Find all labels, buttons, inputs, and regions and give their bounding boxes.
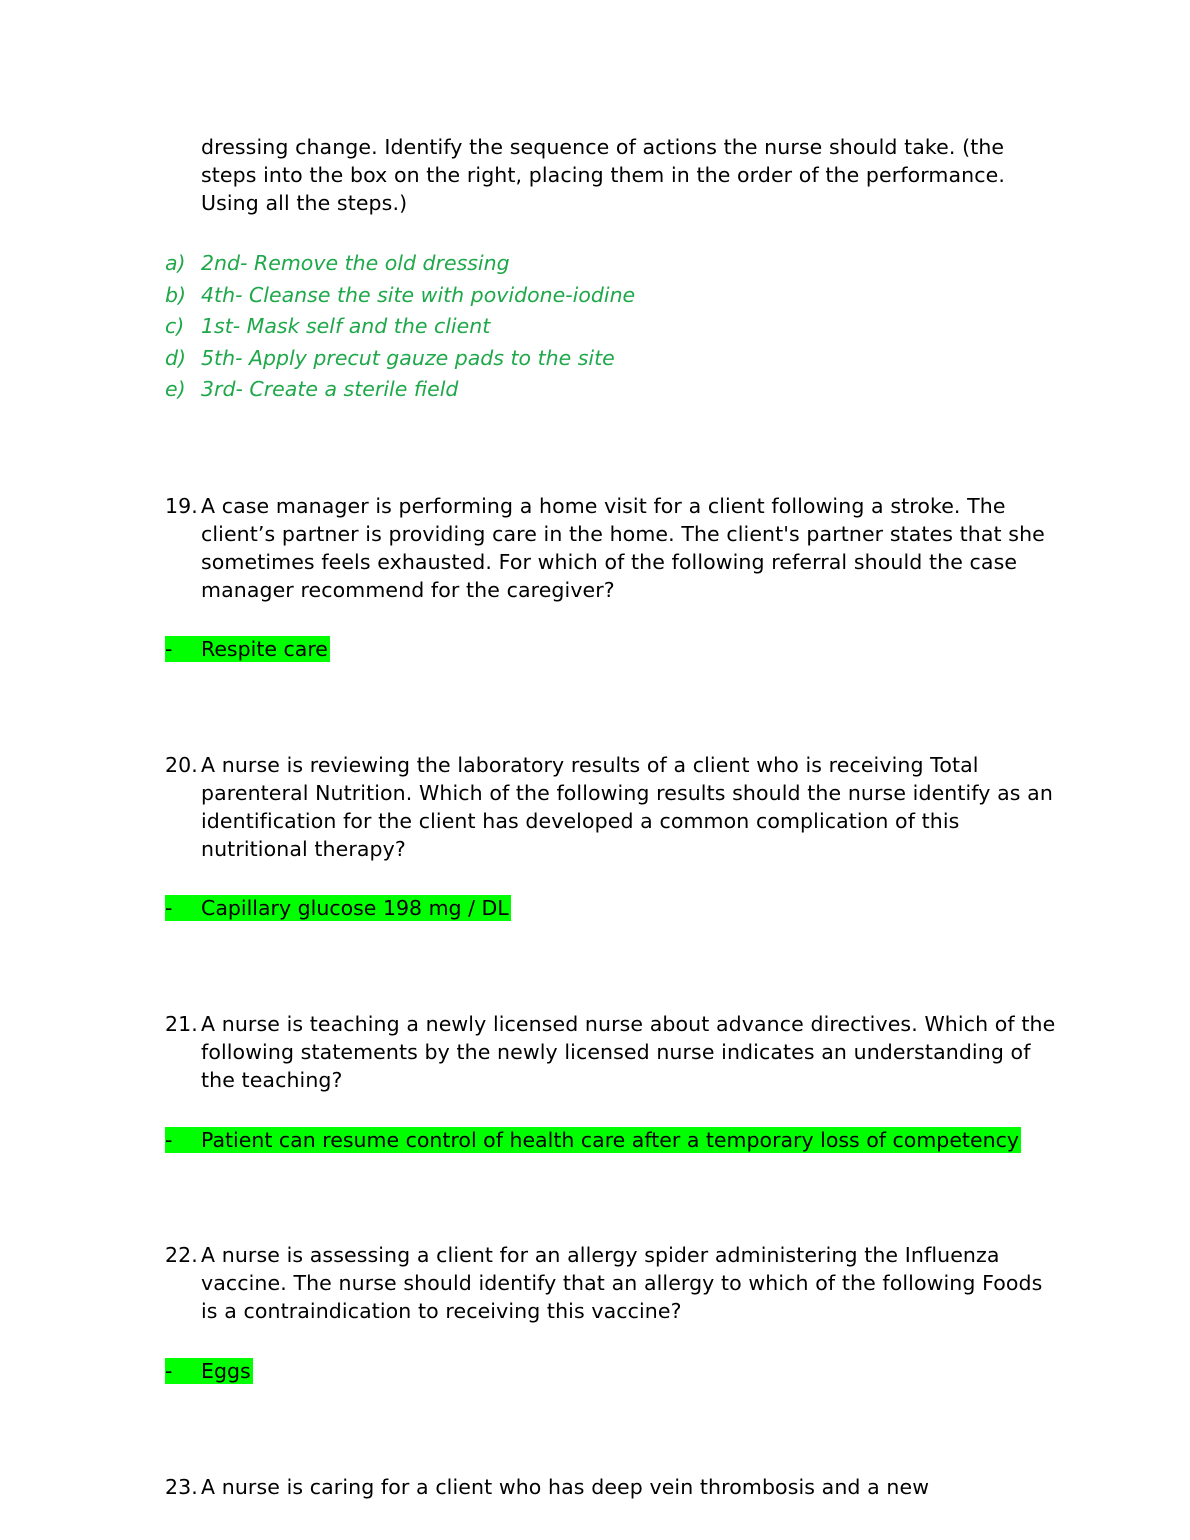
answer-highlight (165, 1127, 1021, 1153)
answer-dash: - (165, 637, 173, 661)
question-number: 21. (165, 1012, 198, 1036)
option-b (165, 280, 1065, 312)
answer-text: Capillary glucose 198 mg / DL (201, 896, 509, 920)
question-22 (165, 1241, 1065, 1325)
option-d (165, 343, 1065, 375)
question-18-options (165, 248, 1065, 406)
answer-text: Patient can resume control of health care after a temporary loss of competency (201, 1128, 1019, 1152)
question-22-stem (165, 1241, 1065, 1325)
question-22-answer (165, 1358, 1065, 1384)
option-letter: c) (165, 314, 185, 339)
question-19-stem (165, 492, 1065, 604)
answer-highlight (165, 1358, 253, 1384)
question-number: 22. (165, 1243, 198, 1267)
question-19-answer (165, 636, 1065, 662)
answer-highlight (165, 636, 330, 662)
question-stem-text: A nurse is teaching a newly licensed nurse about advance directives. Which of the following statements by the newly licensed nurse indicates an understanding of the teaching? (201, 1012, 1056, 1092)
answer-dash: - (165, 1359, 173, 1383)
question-18 (165, 133, 1065, 217)
question-20-stem (165, 751, 1065, 863)
option-text: 2nd- Remove the old dressing (201, 251, 510, 275)
option-letter: a) (165, 251, 186, 275)
question-21 (165, 1010, 1065, 1094)
option-text: 4th- Cleanse the site with povidone-iodine (201, 282, 636, 307)
option-text: 3rd- Create a sterile field (201, 377, 459, 402)
question-21-answer (165, 1127, 1065, 1153)
question-number: 20. (165, 753, 198, 777)
question-18-stem (165, 133, 1065, 217)
question-23-stem (165, 1473, 1065, 1501)
answer-text: Respite care (201, 637, 328, 661)
question-stem-text: A nurse is caring for a client who has deep vein thrombosis and a new (201, 1475, 930, 1499)
option-text: 5th- Apply precut gauze pads to the site (201, 345, 615, 370)
question-20 (165, 751, 1065, 863)
question-number: 23. (165, 1475, 198, 1499)
question-21-stem (165, 1010, 1065, 1094)
question-stem-text: dressing change. Identify the sequence of actions the nurse should take. (the steps into the box on the right, placing them in the order of the performance. Using all the steps.) (201, 135, 1005, 215)
answer-highlight (165, 895, 511, 921)
question-stem-text: A case manager is performing a home visit for a client following a stroke. The client’s partner is providing care in the home. The client's partner states that she sometimes feels exhausted. For which of the following referral should the case manager recommend for the caregiver? (201, 494, 1045, 602)
question-20-answer (165, 895, 1065, 921)
answer-text: Eggs (201, 1359, 251, 1383)
option-text: 1st- Mask self and the client (201, 314, 491, 339)
option-e (165, 374, 1065, 406)
option-c (165, 311, 1065, 343)
question-number: 19. (165, 494, 198, 518)
question-19 (165, 492, 1065, 604)
answer-dash: - (165, 1128, 173, 1152)
option-letter: d) (165, 345, 187, 370)
answer-dash: - (165, 896, 173, 920)
option-letter: b) (165, 282, 187, 307)
option-letter: e) (165, 377, 186, 402)
question-stem-text: A nurse is reviewing the laboratory results of a client who is receiving Total parenteral Nutrition. Which of the following results should the nurse identify as an identification for the client has developed a common complication of this nutritional therapy? (201, 753, 1053, 861)
question-stem-text: A nurse is assessing a client for an allergy spider administering the Influenza vaccine. The nurse should identify that an allergy to which of the following Foods is a contraindication to receiving this vaccine? (201, 1243, 1043, 1323)
option-a (165, 248, 1065, 280)
question-23 (165, 1473, 1065, 1501)
